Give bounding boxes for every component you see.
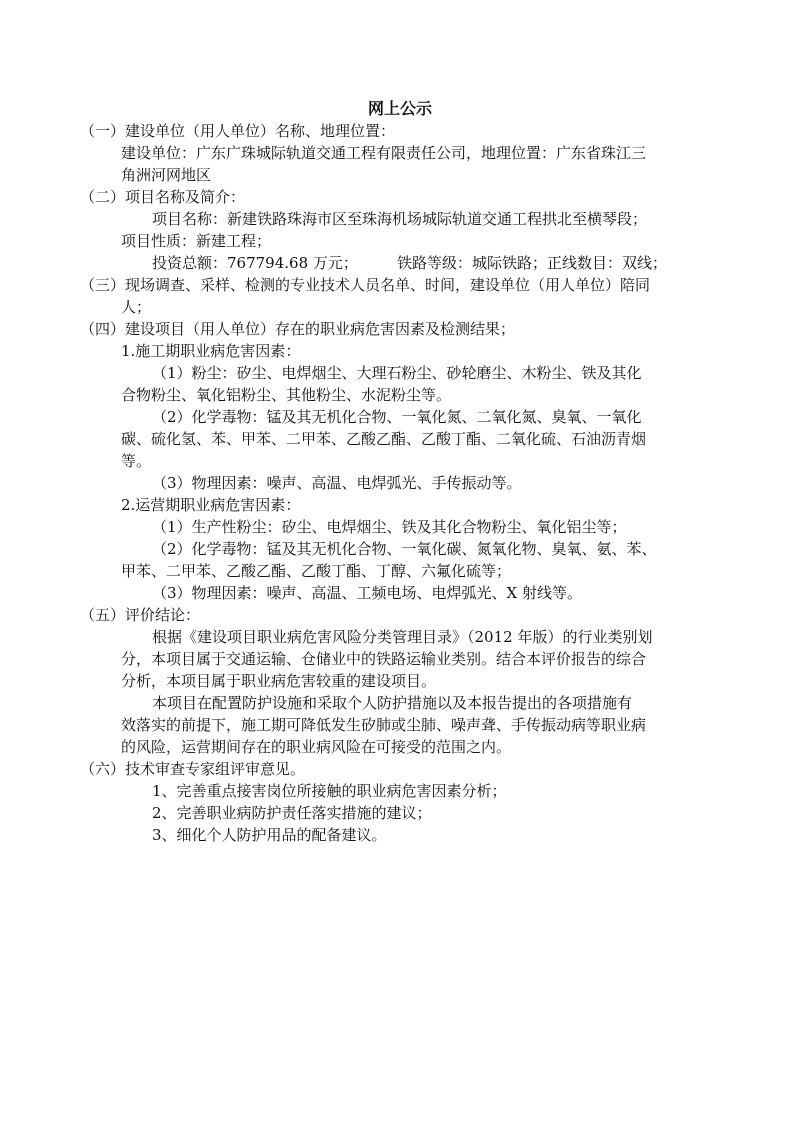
construction-chemical-line-1: （2）化学毒物：锰及其无机化合物、一氧化氮、二氧化氮、臭氧、一氧化	[152, 408, 642, 426]
conclusion-p1-line-3: 分析，本项目属于职业病危害较重的建设项目。	[121, 672, 437, 690]
section-3-heading: （三）现场调查、采样、检测的专业技术人员名单、时间，建设单位（用人单位）陪同	[80, 276, 651, 294]
section-1-heading: （一）建设单位（用人单位）名称、地理位置：	[80, 122, 396, 140]
construction-hazards-heading: 1.施工期职业病危害因素：	[121, 342, 301, 360]
section-2-railway-grade: 铁路等级：城际铁路；正线数目：双线；	[397, 254, 668, 272]
construction-chemical-line-2: 碳、硫化氢、苯、甲苯、二甲苯、乙酸乙酯、乙酸丁酯、二氧化硫、石油沥青烟	[121, 430, 647, 448]
operation-dust: （1）生产性粉尘：矽尘、电焊烟尘、铁及其化合物粉尘、氧化铝尘等；	[152, 518, 627, 536]
section-4-heading: （四）建设项目（用人单位）存在的职业病危害因素及检测结果；	[80, 320, 516, 338]
section-1-line-2: 角洲河网地区	[121, 166, 212, 184]
construction-dust-line-2: 合物粉尘、氧化铝粉尘、其他粉尘、水泥粉尘等。	[121, 386, 452, 404]
operation-hazards-heading: 2.运营期职业病危害因素：	[121, 496, 301, 514]
review-item-1: 1、完善重点接害岗位所接触的职业病危害因素分析；	[152, 782, 507, 800]
section-2-heading: （二）项目名称及简介：	[80, 188, 246, 206]
section-6-heading: （六）技术审查专家组评审意见。	[80, 760, 306, 778]
conclusion-p1-line-2: 分，本项目属于交通运输、仓储业中的铁路运输业类别。结合本评价报告的综合	[121, 650, 647, 668]
construction-dust-line-1: （1）粉尘：矽尘、电焊烟尘、大理石粉尘、砂轮磨尘、木粉尘、铁及其化	[152, 364, 642, 382]
construction-chemical-line-3: 等。	[121, 452, 152, 470]
conclusion-p2-line-1: 本项目在配置防护设施和采取个人防护措施以及本报告提出的各项措施有	[152, 694, 633, 712]
operation-chemical-line-1: （2）化学毒物：锰及其无机化合物、一氧化碳、氮氧化物、臭氧、氨、苯、	[152, 540, 657, 558]
section-1-line-1: 建设单位：广东广珠城际轨道交通工程有限责任公司，地理位置：广东省珠江三	[121, 144, 647, 162]
operation-physical: （3）物理因素：噪声、高温、工频电场、电焊弧光、X 射线等。	[152, 584, 582, 602]
conclusion-p1-line-1: 根据《建设项目职业病危害风险分类管理目录》（2012 年版）的行业类别划	[152, 628, 653, 646]
conclusion-p2-line-3: 的风险，运营期间存在的职业病风险在可接受的范围之内。	[121, 738, 512, 756]
review-item-3: 3、细化个人防护用品的配备建议。	[152, 826, 387, 844]
conclusion-p2-line-2: 效落实的前提下，施工期可降低发生矽肺或尘肺、噪声聋、手传振动病等职业病	[121, 716, 647, 734]
section-2-line-1: 项目名称：新建铁路珠海市区至珠海机场城际轨道交通工程拱北至横琴段；	[152, 210, 648, 228]
operation-chemical-line-2: 甲苯、二甲苯、乙酸乙酯、乙酸丁酯、丁醇、六氟化硫等；	[121, 562, 512, 580]
section-3-line-2: 人；	[121, 298, 152, 316]
section-2-investment: 投资总额：767794.68 万元；	[152, 254, 358, 272]
section-2-line-2: 项目性质：新建工程；	[121, 232, 272, 250]
review-item-2: 2、完善职业病防护责任落实措施的建议；	[152, 804, 432, 822]
page-title: 网上公示	[367, 99, 432, 118]
section-5-heading: （五）评价结论：	[80, 606, 201, 624]
construction-physical: （3）物理因素：噪声、高温、电焊弧光、手传振动等。	[152, 474, 522, 492]
